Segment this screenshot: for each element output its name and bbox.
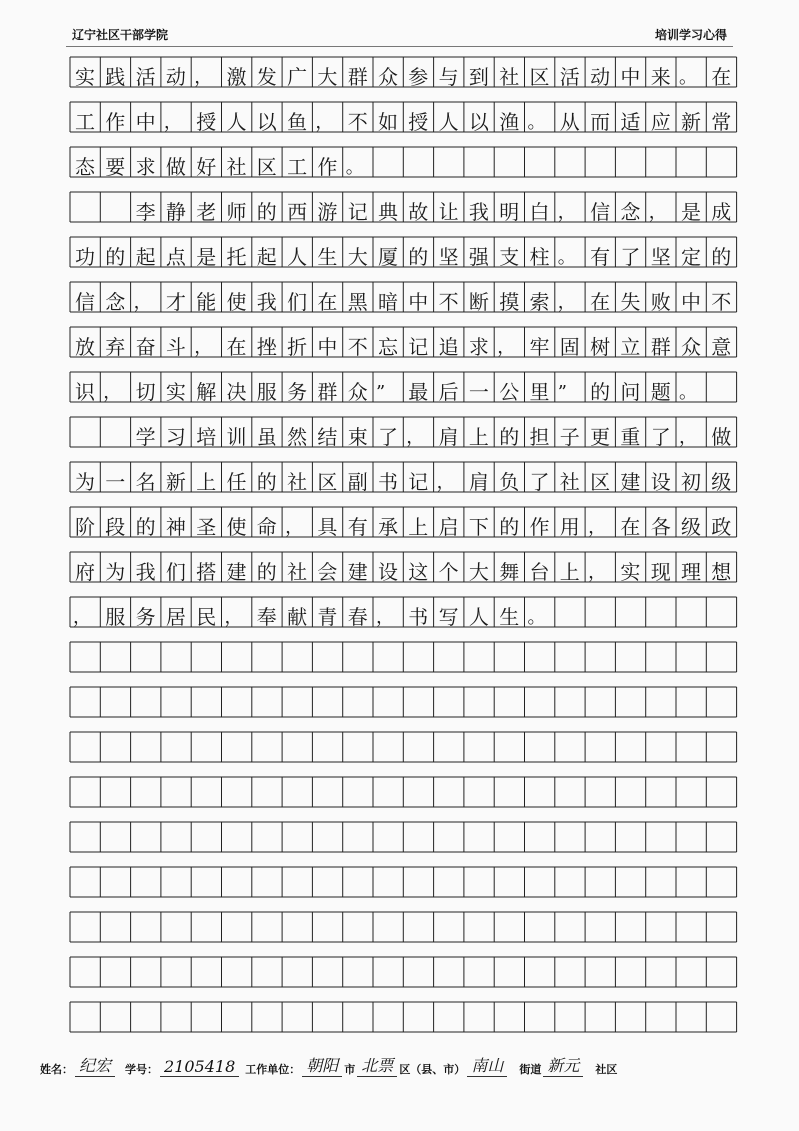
grid-char: 圣	[196, 515, 217, 539]
grid-char: 点	[165, 245, 186, 269]
grid-char: 决	[226, 380, 247, 404]
grid-char: 。	[679, 67, 697, 88]
grid-char: 群	[317, 380, 338, 404]
grid-char: 段	[105, 515, 126, 539]
grid-char: 级	[711, 470, 732, 494]
grid-char: 来	[650, 65, 671, 89]
grid-char: 奋	[135, 335, 156, 359]
grid-char: ，	[194, 337, 213, 358]
grid-char: ，	[588, 517, 607, 538]
grid-char: 中	[681, 290, 701, 314]
grid-char: 求	[135, 155, 156, 179]
grid-char: 社	[226, 155, 247, 179]
grid-char: 不	[438, 290, 459, 314]
grid-char: 上	[408, 515, 429, 539]
grid-char: 适	[620, 110, 641, 134]
grid-char: 负	[499, 470, 520, 494]
city-label: 市	[344, 1063, 356, 1076]
grid-char: 师	[226, 200, 247, 224]
grid-char: 下	[468, 515, 489, 539]
grid-char: 个	[438, 560, 459, 584]
grid-char: 活	[135, 65, 156, 89]
grid-char: 的	[499, 515, 520, 539]
grid-char: 然	[287, 425, 308, 449]
grid-char: 这	[408, 560, 429, 584]
grid-char: 学	[135, 425, 156, 449]
grid-char: ”	[557, 382, 567, 403]
document-title: 培训学习心得	[654, 28, 727, 42]
grid-char: 念	[105, 290, 126, 314]
grid-char: 白	[529, 200, 550, 224]
grid-char: 担	[529, 425, 550, 449]
grid-char: ，	[648, 202, 667, 223]
grid-char: 束	[347, 425, 368, 449]
grid-char: 具	[317, 515, 338, 539]
grid-char: 树	[590, 335, 611, 359]
grid-char: 故	[408, 200, 429, 224]
grid-char: 要	[105, 155, 126, 179]
grid-char: 作	[529, 515, 550, 539]
grid-char: 献	[287, 605, 308, 629]
grid-char: 念	[620, 200, 641, 224]
grid-char: 题	[650, 380, 671, 404]
grid-char: 以	[256, 110, 277, 134]
grid-char: 为	[75, 470, 95, 494]
grid-char: 一	[105, 470, 126, 494]
grid-char: 的	[256, 470, 277, 494]
grid-char: 我	[468, 200, 489, 224]
grid-char: 建	[226, 560, 247, 584]
grid-char: 不	[347, 110, 368, 134]
grid-char: 台	[529, 560, 550, 584]
grid-char: 启	[438, 515, 459, 539]
grid-char: 服	[256, 380, 277, 404]
student-id-value: 2105418	[160, 1057, 239, 1077]
grid-char: 们	[287, 290, 308, 314]
grid-char: 的	[711, 245, 732, 269]
grid-char: 让	[438, 200, 459, 224]
grid-char: 授	[408, 110, 429, 134]
grid-char: 广	[287, 65, 308, 89]
grid-char: 功	[75, 245, 95, 269]
grid-char: 子	[559, 425, 580, 449]
grid-char: 政	[711, 515, 732, 539]
work-unit-label: 工作单位：	[245, 1063, 301, 1076]
grid-char: 作	[105, 110, 126, 134]
grid-char: 区	[529, 65, 550, 89]
grid-char: 不	[347, 335, 368, 359]
grid-char: ，	[194, 67, 213, 88]
grid-char: ，	[73, 607, 91, 628]
grid-char: 起	[135, 245, 156, 269]
grid-char: ，	[376, 607, 394, 628]
grid-char: 解	[196, 380, 217, 404]
grid-char: 习	[165, 425, 186, 449]
grid-char: 发	[256, 65, 277, 89]
grid-char: 新	[681, 110, 701, 134]
grid-char: 工	[287, 155, 308, 179]
grid-char: 有	[590, 245, 611, 269]
grid-char: 最	[408, 380, 429, 404]
grid-char: 活	[559, 65, 580, 89]
grid-char: 失	[620, 290, 641, 314]
grid-char: 大	[468, 560, 489, 584]
district-label: 区（县、市）	[399, 1063, 466, 1076]
grid-char: 是	[681, 200, 701, 224]
grid-char: 授	[196, 110, 217, 134]
grid-char: 大	[347, 245, 368, 269]
grid-char: 以	[468, 110, 489, 134]
grid-char: 有	[347, 515, 368, 539]
grid-char: ，	[557, 202, 576, 223]
grid-char: 求	[468, 335, 489, 359]
grid-char: 春	[347, 605, 368, 629]
grid-char: 暗	[378, 290, 398, 314]
grid-char: 实	[620, 560, 641, 584]
grid-char: 参	[408, 65, 429, 89]
grid-char: 生	[317, 245, 338, 269]
grid-char: ，	[133, 292, 152, 313]
grid-char: 后	[438, 380, 459, 404]
grid-char: 民	[196, 605, 217, 629]
grid-char: 中	[620, 65, 641, 89]
grid-char: 是	[196, 245, 217, 269]
grid-char: 众	[378, 65, 398, 89]
grid-char: ，	[315, 112, 334, 133]
grid-char: 群	[650, 335, 671, 359]
grid-char: 坚	[650, 245, 671, 269]
grid-char: 培	[196, 425, 217, 449]
grid-char: 做	[711, 425, 732, 449]
grid-char: 肩	[468, 470, 489, 494]
grid-char: 游	[317, 200, 338, 224]
grid-char: 使	[226, 515, 247, 539]
grid-char: 坚	[438, 245, 459, 269]
name-label: 姓名：	[40, 1063, 73, 1076]
grid-char: 记	[408, 335, 429, 359]
grid-char: 立	[620, 335, 641, 359]
grid-char: 成	[711, 200, 732, 224]
grid-char: 区	[317, 470, 338, 494]
grid-char: 命	[256, 515, 277, 539]
grid-char: 会	[317, 560, 338, 584]
grid-char: 人	[468, 605, 489, 629]
grid-char: 的	[499, 425, 520, 449]
street-value: 南山	[467, 1053, 507, 1077]
grid-char: 们	[165, 560, 186, 584]
grid-char: 府	[75, 560, 95, 584]
grid-char: 上	[196, 470, 217, 494]
grid-char: 老	[196, 200, 217, 224]
grid-char: 挫	[256, 335, 277, 359]
grid-char: 应	[650, 110, 671, 134]
grid-char: 柱	[529, 245, 550, 269]
grid-char: 虽	[256, 425, 277, 449]
college-name: 辽宁社区干部学院	[72, 28, 169, 42]
grid-char: 任	[226, 470, 247, 494]
grid-char: 实	[165, 380, 186, 404]
grid-char: 折	[287, 335, 308, 359]
grid-char: 支	[499, 245, 520, 269]
grid-char: 激	[226, 65, 247, 89]
grid-char: 牢	[529, 335, 550, 359]
grid-char: 的	[256, 560, 277, 584]
grid-char: 我	[256, 290, 277, 314]
grid-char: 搭	[196, 560, 217, 584]
grid-char: 上	[559, 560, 580, 584]
grid-char: 在	[590, 290, 611, 314]
name-value: 纪宏	[75, 1053, 115, 1077]
grid-char: 居	[165, 605, 186, 629]
grid-char: 重	[620, 425, 641, 449]
grid-char: 使	[226, 290, 247, 314]
grid-char: 阶	[75, 515, 95, 539]
grid-char: 肩	[438, 425, 459, 449]
grid-char: 记	[408, 470, 429, 494]
grid-char: 了	[378, 425, 398, 449]
grid-char: ，	[436, 472, 455, 493]
grid-char: 区	[256, 155, 277, 179]
grid-char: 。	[527, 607, 546, 628]
grid-char: 人	[287, 245, 308, 269]
grid-char: 记	[347, 200, 368, 224]
grid-char: 静	[165, 200, 186, 224]
grid-char: 生	[499, 605, 520, 629]
grid-char: 败	[650, 290, 671, 314]
grid-char: 弃	[105, 335, 126, 359]
grid-char: 一	[468, 380, 489, 404]
grid-char: 众	[681, 335, 701, 359]
grid-char: 建	[620, 470, 641, 494]
grid-char: 的	[590, 380, 611, 404]
grid-char: 的	[256, 200, 277, 224]
grid-char: 书	[408, 605, 429, 629]
grid-char: 在	[711, 65, 732, 89]
grid-char: 了	[620, 245, 641, 269]
grid-char: 放	[75, 335, 95, 359]
grid-char: 追	[438, 335, 459, 359]
grid-char: 信	[590, 200, 611, 224]
grid-char: 在	[620, 515, 641, 539]
grid-char: ，	[557, 292, 576, 313]
grid-char: 践	[105, 65, 126, 89]
grid-char: 神	[165, 515, 186, 539]
grid-char: 明	[499, 200, 520, 224]
grid-char: ”	[376, 382, 386, 403]
grid-char: 各	[650, 515, 671, 539]
grid-char: 在	[317, 290, 338, 314]
grid-char: ，	[163, 112, 182, 133]
grid-char: 人	[438, 110, 459, 134]
grid-char: 托	[226, 245, 247, 269]
community-label: 社区	[595, 1063, 618, 1076]
grid-char: 而	[590, 110, 611, 134]
grid-char: 常	[711, 110, 732, 134]
grid-char: 信	[75, 290, 95, 314]
grid-char: 动	[590, 65, 611, 89]
grid-char: 现	[650, 560, 671, 584]
grid-char: 强	[468, 245, 489, 269]
grid-char: 如	[378, 110, 398, 134]
grid-char: 青	[317, 605, 338, 629]
grid-char: 名	[135, 470, 156, 494]
grid-char: 切	[135, 380, 156, 404]
grid-char: ，	[497, 337, 516, 358]
grid-char: 社	[559, 470, 580, 494]
grid-char: 设	[650, 470, 671, 494]
grid-char: 中	[135, 110, 156, 134]
district-value: 北票	[357, 1053, 397, 1077]
grid-char: 上	[468, 425, 489, 449]
grid-char: 大	[317, 65, 338, 89]
grid-char: 与	[438, 65, 459, 89]
grid-char: 中	[317, 335, 338, 359]
grid-char: 黑	[347, 290, 368, 314]
grid-char: 服	[105, 605, 126, 629]
grid-char: 的	[105, 245, 126, 269]
grid-char: 固	[559, 335, 580, 359]
grid-char: 想	[711, 560, 732, 584]
grid-char: 好	[196, 155, 217, 179]
grid-char: ，	[224, 607, 243, 628]
community-value: 新元	[543, 1053, 583, 1077]
grid-char: 实	[75, 65, 95, 89]
grid-char: 社	[499, 65, 520, 89]
grid-char: 斗	[165, 335, 186, 359]
grid-char: 西	[287, 200, 308, 224]
grid-char: 承	[378, 515, 398, 539]
street-label: 街道	[519, 1063, 542, 1076]
grid-char: 做	[165, 155, 186, 179]
grid-char: 群	[347, 65, 368, 89]
grid-char: 了	[650, 425, 671, 449]
grid-char: 态	[75, 155, 95, 179]
grid-char: 务	[135, 605, 156, 629]
page-footer	[40, 1053, 760, 1077]
grid-char: 我	[135, 560, 156, 584]
grid-char: 奉	[256, 605, 277, 629]
grid-char: 。	[557, 247, 576, 268]
grid-char: 。	[679, 382, 697, 403]
grid-char: 社	[287, 470, 308, 494]
grid-char: ，	[285, 517, 304, 538]
grid-char: 书	[378, 470, 398, 494]
grid-char: 起	[256, 245, 277, 269]
grid-char: 摸	[499, 290, 520, 314]
grid-char: 从	[559, 110, 580, 134]
grid-char: ，	[679, 427, 697, 448]
grid-char: 问	[620, 380, 641, 404]
grid-char: 公	[499, 380, 520, 404]
grid-char: 。	[527, 112, 546, 133]
grid-char: 写	[438, 605, 459, 629]
grid-char: 识	[75, 380, 95, 404]
grid-char: 能	[196, 290, 217, 314]
grid-char: 工	[75, 110, 95, 134]
grid-char: 新	[165, 470, 186, 494]
grid-char: 断	[468, 290, 489, 314]
grid-char: 务	[287, 380, 308, 404]
student-id-label: 学号：	[125, 1063, 159, 1076]
grid-char: 鱼	[287, 110, 308, 134]
grid-char: 众	[347, 380, 368, 404]
grid-char: 李	[135, 200, 156, 224]
grid-char: 厦	[378, 245, 398, 269]
grid-char: ，	[103, 382, 122, 403]
grid-char: 意	[711, 335, 732, 359]
grid-char: 定	[681, 245, 701, 269]
grid-char: 副	[347, 470, 368, 494]
grid-char: 初	[681, 470, 701, 494]
grid-char: 渔	[499, 110, 520, 134]
grid-char: 人	[226, 110, 247, 134]
grid-char: 作	[317, 155, 338, 179]
grid-char: ，	[588, 562, 607, 583]
grid-char: 忘	[378, 335, 398, 359]
grid-char: 用	[559, 515, 580, 539]
grid-char: 动	[165, 65, 186, 89]
grid-char: 级	[681, 515, 701, 539]
grid-char: 索	[529, 290, 550, 314]
grid-char: 的	[135, 515, 156, 539]
grid-char: 到	[468, 65, 489, 89]
grid-char: ，	[406, 427, 425, 448]
grid-char: 更	[590, 425, 611, 449]
grid-char: 理	[681, 560, 701, 584]
work-unit-value: 朝阳	[302, 1053, 342, 1077]
grid-char: 社	[287, 560, 308, 584]
grid-char: 典	[378, 200, 398, 224]
grid-char: 建	[347, 560, 368, 584]
grid-char: 。	[345, 157, 364, 178]
grid-char: 的	[408, 245, 429, 269]
grid-char: 不	[711, 290, 732, 314]
grid-char: 训	[226, 425, 247, 449]
grid-char: 设	[378, 560, 398, 584]
grid-char: 结	[317, 425, 338, 449]
grid-char: 里	[529, 380, 550, 404]
grid-char: 中	[408, 290, 429, 314]
grid-char: 舞	[499, 560, 520, 584]
grid-char: 才	[165, 290, 186, 314]
grid-char: 在	[226, 335, 247, 359]
grid-char: 区	[590, 470, 611, 494]
grid-char: 了	[529, 470, 550, 494]
grid-char: 为	[105, 560, 126, 584]
